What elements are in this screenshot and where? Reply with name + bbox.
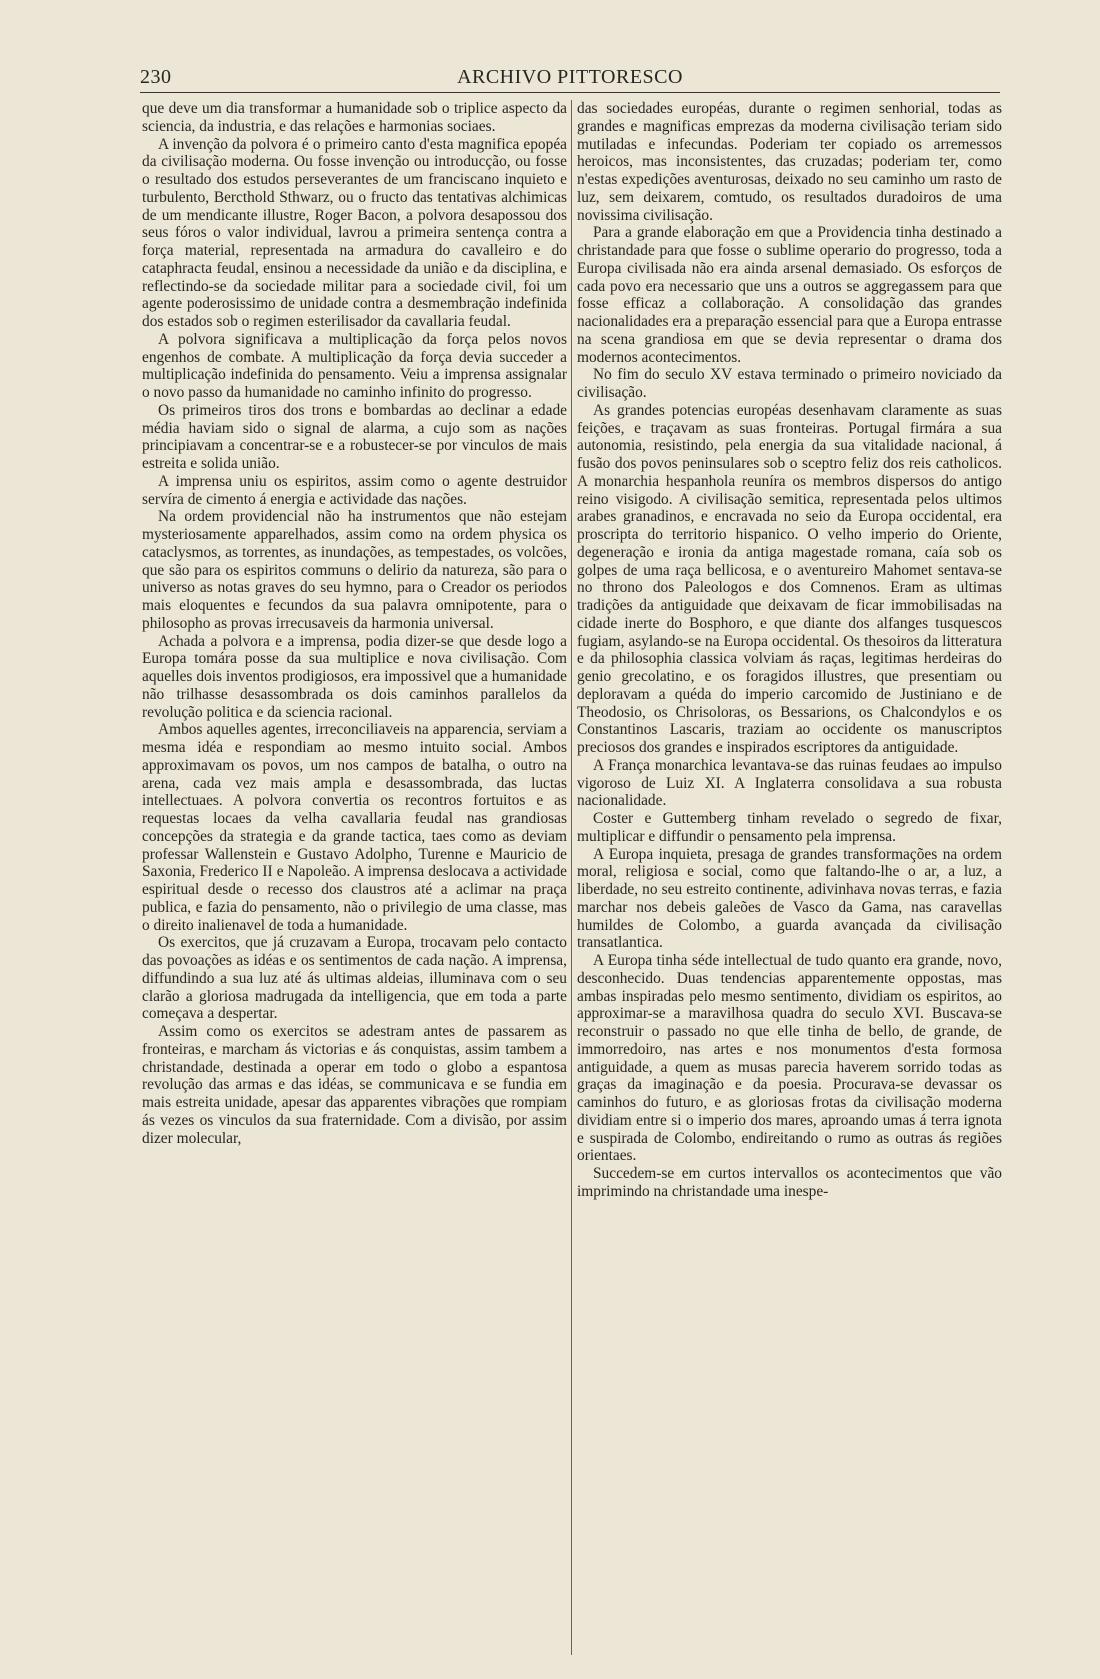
running-title: ARCHIVO PITTORESCO [457, 66, 683, 88]
right-column [577, 100, 1002, 1655]
paragraph: Ambos aquelles agentes, irreconciliaveis na apparencia, serviam a mesma idéa e respondiam ao mesmo intuito social. Ambos approximavam os povos, um nos campos de batalha, o outro na arena, cada vez mais ampla e desassombrada, das luctas intellectuaes. A polvora convertia os recontros fortuitos e as requestas locaes da velha cavallaria feudal nas grandiosas concepções da strategia e da grande tactica, taes como as deviam professar Wallenstein e Gustavo Adolpho, Turenne e Mauricio de Saxonia, Frederico II e Napoleão. A imprensa deslocava a actividade espiritual desde o recesso dos claustros até a aclimar na praça publica, e fazia do pensamento, não o privilegio de uma classe, mas o direito inalienavel de toda a humanidade. [142, 721, 567, 934]
paragraph: Para a grande elaboração em que a Providencia tinha destinado a christandade para que fosse o sublime operario do progresso, toda a Europa civilisada não era ainda arsenal demasiado. Os esforços de cada povo era necessario que uns a outros se aggregassem para que fosse efficaz a collaboração. A consolidação das grandes nacionalidades era a preparação essencial para que a Europa entrasse na scena grandiosa em que se devia representar o drama dos modernos acontecimentos. [577, 224, 1002, 366]
paragraph: Os exercitos, que já cruzavam a Europa, trocavam pelo contacto das povoações as idéas e os sentimentos de cada nação. A imprensa, diffundindo a sua luz até ás ultimas aldeias, illuminava com o seu clarão a gloriosa madrugada da intelligencia, que em toda a parte começava a despertar. [142, 934, 567, 1023]
paragraph: As grandes potencias européas desenhavam claramente as suas feições, e traçavam as suas fronteiras. Portugal firmára a sua autonomia, resistindo, pela energia da sua vitalidade nacional, á fusão dos povos peninsulares sob o sceptro feliz dos reis catholicos. A monarchia hespanhola reuníra os membros dispersos do antigo reino visigodo. A civilisação semitica, representada pelos ultimos arabes granadinos, e encravada no seio da Europa occidental, era proscripta do territorio hispanico. O velho imperio do Oriente, degeneração e ironia da antiga magestade romana, caía sob os golpes de uma raça bellicosa, e o aventureiro Mahomet sentava-se no throno dos Paleologos e dos Comnenos. Eram as ultimas tradições da antiguidade que deixavam de ficar immobilisadas na cidade inerte do Bosphoro, e que diante dos alfanges tusquescos fugiam, asylando-se na Europa occidental. Os thesoiros da litteratura e da philosophia classica volviam ás raças, legitimas herdeiras do genio grecolatino, e os foragidos illustres, que presentiam ou deploravam a quéda do imperio carcomido de Justiniano e de Theodosio, os Chrisoloras, os Bessarions, os Chalcondylos e os Constantinos Lascaris, traziam ao occidente os manuscriptos preciosos dos grandes e inspirados escriptores da antiguidade. [577, 401, 1002, 756]
paragraph: Coster e Guttemberg tinham revelado o segredo de fixar, multiplicar e diffundir o pensamento pela imprensa. [577, 810, 1002, 845]
paragraph: Os primeiros tiros dos trons e bombardas ao declinar a edade média haviam sido o signal de alarma, a cujo som as nações principiavam a concentrar-se e a robustecer-se por vinculos de mais estreita e solida união. [142, 401, 567, 472]
column-divider [571, 100, 572, 1655]
left-column [142, 100, 567, 1655]
header-rule [140, 92, 1000, 93]
page-number: 230 [140, 66, 172, 88]
paragraph: A Europa tinha séde intellectual de tudo quanto era grande, novo, desconhecido. Duas tendencias apparentemente oppostas, mas ambas inspiradas pelo mesmo sentimento, dividiam os espiritos, ao approximar-se a maravilhosa quadra do seculo XVI. Buscava-se reconstruir o passado no que elle tinha de bello, de grande, de immorredoiro, nas artes e nos monumentos d'esta formosa antiguidade, a quem as musas parecia haverem sorrido todas as graças da imaginação e da poesia. Procurava-se devassar os caminhos do futuro, e as gloriosas frotas da civilisação moderna dividiam entre si o imperio dos mares, aproando umas á terra ignota e suspirada de Colombo, endireitando o rumo as outras ás regiões orientaes. [577, 952, 1002, 1165]
paragraph: No fim do seculo XV estava terminado o primeiro noviciado da civilisação. [577, 366, 1002, 401]
paragraph: Succedem-se em curtos intervallos os acontecimentos que vão imprimindo na christandade uma inespe- [577, 1165, 1002, 1200]
paragraph: Na ordem providencial não ha instrumentos que não estejam mysteriosamente apparelhados, assim como na ordem physica os cataclysmos, as torrentes, as inundações, as tempestades, os volcões, que são para os espiritos communs o delirio da natureza, são para o universo as notas graves do seu hymno, para o Creador os periodos mais eloquentes e fecundos da sua palavra omnipotente, para o philosopho as provas irrecusaveis da harmonia universal. [142, 508, 567, 632]
paragraph: A invenção da polvora é o primeiro canto d'esta magnifica epopéa da civilisação moderna. Ou fosse invenção ou introducção, ou fosse o resultado dos estudos perseverantes de um franciscano inquieto e turbulento, Bercthold Sthwarz, ou o fructo das tentativas alchimicas de um mendicante illustre, Roger Bacon, a polvora desapossou dos seus fóros o valor individual, lavrou a primeira sentença contra a força material, representada na armadura do cavalleiro e do cataphracta feudal, ensinou a necessidade da união e da disciplina, e reflectindo-se da sociedade militar para a sociedade civil, foi um agente poderosissimo de unidade contra a desmembração indefinida dos estados sob o regimen esterilisador da cavallaria feudal. [142, 135, 567, 330]
paragraph: A imprensa uniu os espiritos, assim como o agente destruidor servíra de cimento á energia e actividade das nações. [142, 472, 567, 508]
paragraph: A França monarchica levantava-se das ruinas feudaes ao impulso vigoroso de Luiz XI. A Inglaterra consolidava a sua robusta nacionalidade. [577, 756, 1002, 810]
paragraph: Assim como os exercitos se adestram antes de passarem as fronteiras, e marcham ás victorias e ás conquistas, assim tambem a christandade, destinada a operar em todo o globo a espantosa revolução das armas e das idéas, se communicava e se fundia em mais estreita unidade, apesar das apparentes vibrações que rompiam ás vezes os vinculos da sua fraternidade. Com a divisão, por assim dizer molecular, [142, 1023, 567, 1147]
paragraph: das sociedades européas, durante o regimen senhorial, todas as grandes e magnificas emprezas da moderna civilisação teriam sido mutiladas e infecundas. Poderiam ter copiado os arremessos heroicos, mas inconsistentes, das cruzadas; poderiam ter, como n'estas expedições aventurosas, deixado no seu caminho um rasto de luz, sem deixarem, comtudo, os resultados duradoiros de uma novissima civilisação. [577, 100, 1002, 224]
paragraph: A polvora significava a multiplicação da força pelos novos engenhos de combate. A multiplicação da força devia succeder a multiplicação indefinida do pensamento. Veiu a imprensa assignalar o novo passo da humanidade no caminho infinito do progresso. [142, 330, 567, 401]
page-header [140, 62, 1000, 90]
paragraph: A Europa inquieta, presaga de grandes transformações na ordem moral, religiosa e social, como que faltando-lhe o ar, a luz, a liberdade, no seu estreito continente, adivinhava novas terras, e fazia marchar nos debeis galeões de Vasco da Gama, nas caravellas humildes de Colombo, a guarda avançada da civilisação transatlantica. [577, 845, 1002, 952]
paragraph: que deve um dia transformar a humanidade sob o triplice aspecto da sciencia, da industria, e das relações e harmonias sociaes. [142, 100, 567, 135]
paragraph: Achada a polvora e a imprensa, podia dizer-se que desde logo a Europa tomára posse da sua multiplice e nova civilisação. Com aquelles dois inventos prodigiosos, era impossivel que a humanidade não trilhasse desassombrada os dois caminhos parallelos da revolução politica e da sciencia racional. [142, 632, 567, 721]
